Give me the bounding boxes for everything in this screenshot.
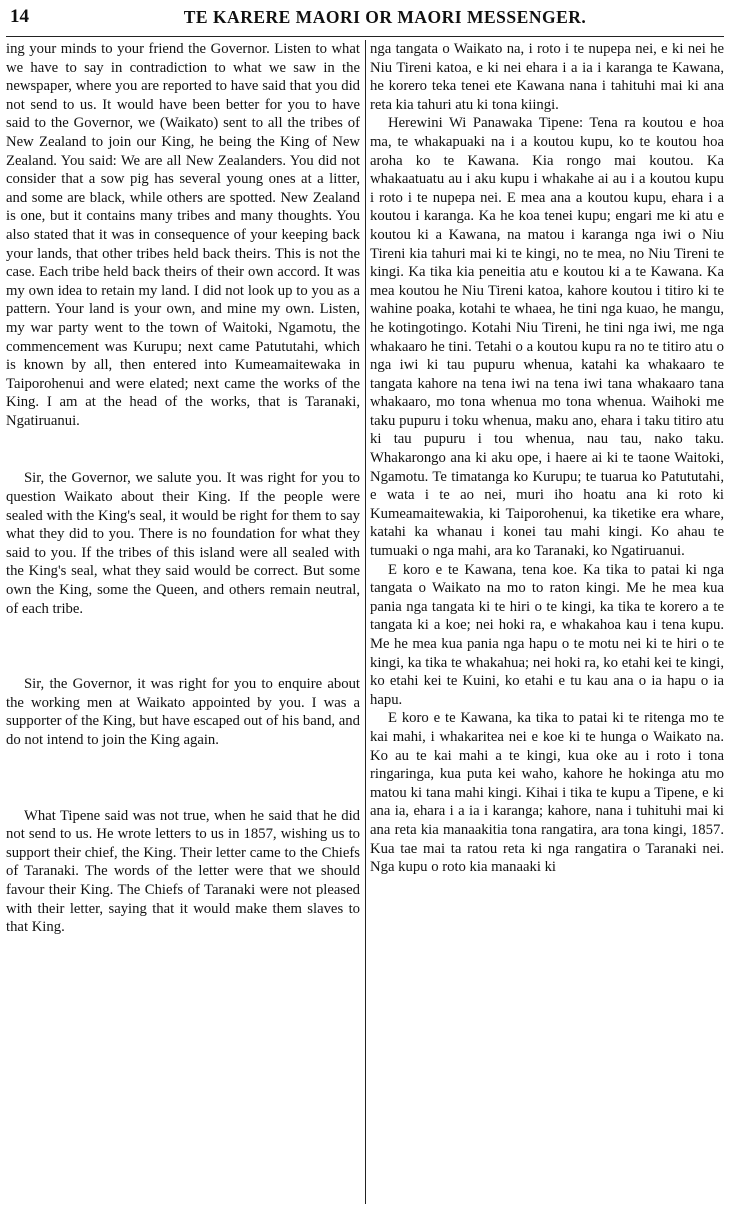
english-paragraph-1: ing your minds to your friend the Governor. Listen to what we have to say in contradiction to what we saw in the newspaper, where you are reported to have said that you did not send to us. It would have been better for you to have said to the Governor, we (Waikato) sent to all the tribes of New Zealand to join our King, he being the King of New Zealand. You said: We are all New Zealanders. You did not consider that a sow pig has several young ones at a litter, and some are black, while others are spotted. New Zealand is one, but it contains many tribes and many thoughts. You also stated that it was in consequence of your keeping back your lands, that other tribes held back theirs. This is not the case. Each tribe held back theirs of their own accord. It was my own idea to retain my land. I did not look up to you as a pattern. Your land is your own, and mine my own. Listen, my war party went to the town of Waitoki, Ngamotu, the commencement was Kurupu; next came Patututahi, which is known by all, then entered into Kumeamaitewaka in Taiporohenui and were elated; next came the works of the King. I am at the head of the works, that is Taranaki, Ngatiruanui. — [6, 41, 360, 429]
newspaper-title: TE KARERE MAORI OR MAORI MESSENGER. — [183, 7, 587, 27]
english-paragraph-2: Sir, the Governor, we salute you. It was right for you to question Waikato about their King. If the people were sealed with the King's seal, it would be right for them to say what they did to you. There is no foundation for what they said to you. If the tribes of this island were all sealed with the King's seal, what they said would be correct. But some own the King, some the Queen, and others remain neutral, of each tribe. — [6, 470, 360, 617]
maori-paragraph-3: E koro e te Kawana, tena koe. Ka tika to patai ki nga tangata o Waikato na mo to raton kingi. Me he mea kua pania nga tangata ki te hiri o te kingi, ka tika te korero a te tangata ki a koe; nei hoki ra, e whakahoa kau i tena kupu. Me he mea kua pania nga hapu o te motu nei ki te hiri o te kingi, ka tika te whakahua; nei hoki ra, ko etahi kei te kingi, ko etahi kei te Kuini, ko etahi e tu kau ana o ia hapu o ia hapu. — [370, 561, 724, 708]
maori-paragraph-1: nga tangata o Waikato na, i roto i te nupepa nei, e ki nei he Niu Tireni katoa, e ki nei ehara i a ia i karanga te Kawana, he korero teka tenei ete Kawana nana i tahituhi mai ki ana reta kia tahuri atu ki tona kiingi. — [370, 41, 724, 113]
page-number: 14 — [10, 6, 29, 27]
english-paragraph-3: Sir, the Governor, it was right for you to enquire about the working men at Waikato appointed by you. I was a supporter of the King, but have escaped out of his band, and do not intend to join the King again. — [6, 676, 360, 748]
column-divider — [365, 40, 366, 1204]
maori-paragraph-4: E koro e te Kawana, ka tika to patai ki te ritenga mo te kai mahi, i whakaritea nei e koe ki te hunga o Waikato na. Ko au te kai mahi a te kingi, kua oke au i roto i tona ringaringa, kua puta kei waho, kahore he hokinga atu mo matou ki tana mahi kingi. Kihai i tika te kupu a Tipene, e ki ana ia, ehara i a ia i karanga; kahore, nana i tuhituhi mai ki ana reta kia manaakitia tona rangatira, ara tona kingi, 1857. Kua tae mai ta ratou reta ki nga rangatira o Taranaki nei. Nga kupu o roto kia manaaki ki — [370, 710, 724, 876]
english-column — [6, 40, 360, 1206]
maori-paragraph-2: Herewini Wi Panawaka Tipene: Tena ra koutou e hoa ma, te whakapuaki na i a koutou kupu, ko te koutou hoa aroha ko te Kawana. Kia rongo mai koutou. Ka whakaatuatu au i aku kupu i whakahe ai au i a koutou kupu i roto i te nupepa nei. E mea ana a koutou kupu, ehara i a koutou i karanga. Ka he koa tenei kupu; engari me ki atu e koutou ki a Kawana, na matou i karanga nga iwi o Niu Tireni kia tahuri mai ki te kingi, no te mea, no Niu Tireni te kingi. Ka tika kia peneitia atu e koutou ki a te Kawana. Ka mea koutou he Niu Tireni katoa, kahore koutou i titiro ki te wahine poaka, kotahi te whaea, he tini nga kuao, he mangu, he kotingotingo. Kotahi Niu Tireni, he tini nga iwi, me nga whakaaro he tini. Tetahi o a koutou kupu ra no te titiro atu o nga iwi ki tau pupuru whenua, katahi ka whakaaro te tangata kahore na tena iwi na tena iwi tana whakaaro tana whakaaro, mo tona whenua mo tona whenua. Waihoki me taku pupuru i toku whenua, maku ano, ehara i taku titiro atu ki tau pupuru i tou whenua, nau tau, nako taku. Whakarongo ana ki aku ope, i haere ai ki te taone Waitoki, Ngamotu. Te timatanga ko Kurupu; te tuarua ko Patututahi, e wata i te ao nei, muri iho hoatu ana ki roto ki Kumeamaitewakia, ki Taiporohenui, ka tiketike era whare, katahi ka whanau i konei tau mahi kingi. Ko ahau te tumuaki o nga mahi, ara ko Taranaki, ko Ngatiruanui. — [370, 115, 724, 560]
page-header — [6, 4, 724, 37]
english-paragraph-4: What Tipene said was not true, when he said that he did not send to us. He wrote letters to us in 1857, wishing us to support their chief, the King. Their letter came to the Chiefs of Taranaki. The words of the letter were that we should favour their King. The Chiefs of Taranaki were not pleased with their letter, saying that it would make them slaves to that King. — [6, 807, 360, 936]
maori-column — [370, 40, 724, 1206]
